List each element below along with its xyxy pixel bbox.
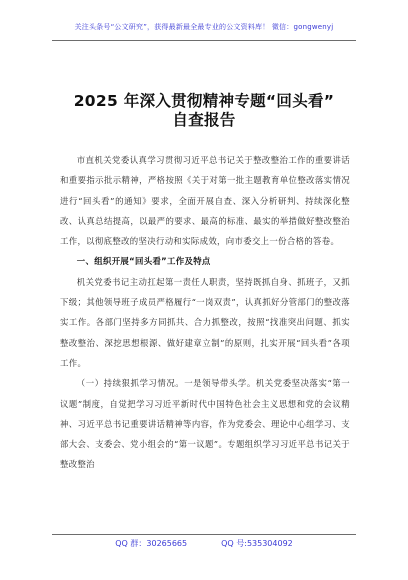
header-banner: 关注头条号“公文研究”，获得最新最全最专业的公文资料库！ 微信：gongwenyj xyxy=(74,23,334,31)
header-divider xyxy=(52,40,356,41)
document-title: 2025 年深入贯彻精神专题“回头看” xyxy=(73,92,335,110)
footer-qq-group: QQ 群：30265665 xyxy=(115,539,188,548)
paragraph-organization: 机关党委书记主动扛起第一责任人职责，坚持既抓自身、抓班子，又抓下级；其他领导班子成员严格履行“一岗双责”，认真抓好分管部门的整改落实工作。各部门坚持多方同抓共、合力抓整改，按照“找准突出问题、抓实整改整治、深挖思想根源、做好建章立制”的原则，扎实开展“回头看”各项工作。 xyxy=(60,276,350,368)
document-title-line-2: 自查报告 xyxy=(172,111,236,129)
footer xyxy=(0,538,408,549)
footer-divider xyxy=(52,534,356,535)
paragraph-study: （一）持续狠抓学习情况。一是领导带头学。机关党委坚决落实“第一议题”制度，自觉把学习习近平新时代中国特色社会主义思想和党的会议精神、习近平总书记重要讲话精神等内容，作为党委会、理论中心组学习、支部大会、支委会、党小组会的“第一议题”。专题组织学习习近平总书记关于整改整治 xyxy=(60,378,350,470)
paragraph-intro: 市直机关党委认真学习贯彻习近平总书记关于整改整治工作的重要讲话和重要指示批示精神，严格按照《关于对第一批主题教育单位整改落实情况进行“回头看”的通知》要求，全面开展自查、深入分析研判、持续深化整改、认真总结提高，以最严的要求、最高的标准、最实的举措做好整改整治工作，以彻底整改的坚决行动和实际成效，向市委交上一份合格的答卷。 xyxy=(60,155,350,247)
section-heading-1: 一、组织开展“回头看”工作及特点 xyxy=(76,256,211,267)
document-body xyxy=(60,150,350,475)
footer-qq-number: QQ 号:535304092 xyxy=(221,539,293,548)
